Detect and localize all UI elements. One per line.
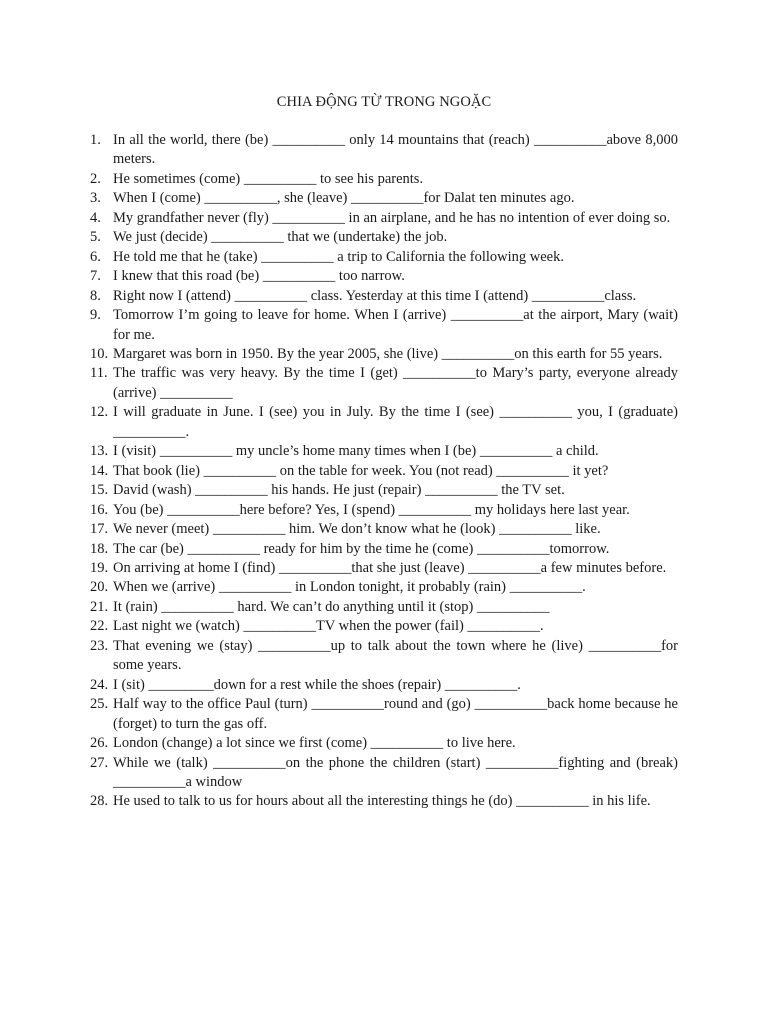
- exercise-item: [90, 403, 678, 442]
- exercise-text: Tomorrow I’m going to leave for home. When I (arrive) __________at the airport, Mary (wait) for me.: [113, 307, 678, 343]
- exercise-number: 1.: [90, 132, 101, 148]
- exercise-number: 17.: [90, 521, 109, 538]
- exercise-item: [90, 442, 678, 461]
- exercise-item: [90, 792, 678, 811]
- exercise-item: [90, 462, 678, 481]
- exercise-number: 14.: [90, 462, 109, 479]
- exercise-item: [90, 695, 678, 734]
- exercise-item: [90, 170, 678, 189]
- exercise-text: He used to talk to us for hours about all the interesting things he (do) __________ in his life.: [113, 793, 651, 810]
- exercise-number: 4.: [90, 209, 101, 226]
- exercise-number: 23.: [90, 637, 109, 654]
- exercise-number: 28.: [90, 793, 109, 810]
- exercise-text: We never (meet) __________ him. We don’t know what he (look) __________ like.: [113, 521, 601, 538]
- exercise-text: Half way to the office Paul (turn) __________round and (go) __________back home because he (forget) to turn the gas off.: [113, 696, 678, 732]
- exercise-text: We just (decide) __________ that we (undertake) the job.: [113, 229, 448, 246]
- exercise-item: [90, 209, 678, 228]
- exercise-number: 16.: [90, 501, 109, 518]
- exercise-item: [90, 228, 678, 247]
- exercise-item: [90, 481, 678, 500]
- exercise-list: [90, 131, 678, 812]
- exercise-text: He sometimes (come) __________ to see his parents.: [113, 170, 424, 187]
- exercise-number: 27.: [90, 754, 109, 771]
- exercise-number: 8.: [90, 287, 101, 304]
- exercise-text: I will graduate in June. I (see) you in July. By the time I (see) __________ you, I (graduate) __________.: [113, 404, 678, 440]
- exercise-text: When I (come) __________, she (leave) __________for Dalat ten minutes ago.: [113, 190, 575, 207]
- exercise-number: 24.: [90, 676, 109, 693]
- exercise-number: 19.: [90, 559, 109, 576]
- exercise-text: You (be) __________here before? Yes, I (spend) __________ my holidays here last year.: [113, 501, 630, 518]
- exercise-text: Right now I (attend) __________ class. Yesterday at this time I (attend) __________class.: [113, 287, 637, 304]
- exercise-text: In all the world, there (be) __________ only 14 mountains that (reach) __________above 8,000 meters.: [113, 132, 678, 168]
- exercise-number: 11.: [90, 365, 108, 382]
- exercise-text: That book (lie) __________ on the table for week. You (not read) __________ it yet?: [113, 462, 609, 479]
- exercise-item: [90, 540, 678, 559]
- exercise-number: 26.: [90, 735, 109, 752]
- exercise-number: 9.: [90, 307, 101, 324]
- exercise-number: 10.: [90, 345, 109, 362]
- exercise-item: [90, 248, 678, 267]
- exercise-text: David (wash) __________ his hands. He just (repair) __________ the TV set.: [113, 482, 565, 499]
- exercise-text: While we (talk) __________on the phone the children (start) __________fighting and (break) __________a window: [113, 754, 678, 790]
- exercise-text: The traffic was very heavy. By the time I (get) __________to Mary’s party, everyone already (arrive) __________: [113, 365, 678, 401]
- exercise-item: [90, 131, 678, 170]
- exercise-number: 12.: [90, 404, 109, 421]
- exercise-number: 3.: [90, 190, 101, 207]
- exercise-text: It (rain) __________ hard. We can’t do anything until it (stop) __________: [113, 598, 550, 615]
- exercise-item: [90, 617, 678, 636]
- exercise-item: [90, 345, 678, 364]
- exercise-text: When we (arrive) __________ in London tonight, it probably (rain) __________.: [113, 579, 586, 596]
- exercise-item: [90, 754, 678, 793]
- exercise-text: My grandfather never (fly) __________ in an airplane, and he has no intention of ever doing so.: [113, 209, 671, 226]
- exercise-number: 6.: [90, 248, 101, 265]
- exercise-item: [90, 520, 678, 539]
- exercise-item: [90, 637, 678, 676]
- exercise-text: The car (be) __________ ready for him by the time he (come) __________tomorrow.: [113, 540, 610, 557]
- exercise-text: I (sit) _________down for a rest while the shoes (repair) __________.: [113, 676, 521, 693]
- exercise-number: 18.: [90, 540, 109, 557]
- exercise-number: 5.: [90, 229, 101, 246]
- exercise-number: 25.: [90, 696, 109, 713]
- page-title: CHIA ĐỘNG TỪ TRONG NGOẶC: [276, 94, 492, 110]
- exercise-item: [90, 578, 678, 597]
- exercise-number: 21.: [90, 598, 109, 615]
- exercise-text: Margaret was born in 1950. By the year 2005, she (live) __________on this earth for 55 years.: [113, 345, 663, 362]
- exercise-number: 20.: [90, 579, 109, 596]
- exercise-item: [90, 598, 678, 617]
- exercise-number: 22.: [90, 618, 109, 635]
- exercise-item: [90, 734, 678, 753]
- exercise-item: [90, 189, 678, 208]
- exercise-item: [90, 559, 678, 578]
- exercise-item: [90, 306, 678, 345]
- exercise-number: 15.: [90, 482, 109, 499]
- exercise-text: He told me that he (take) __________ a trip to California the following week.: [113, 248, 564, 265]
- exercise-item: [90, 267, 678, 286]
- exercise-text: Last night we (watch) __________TV when the power (fail) __________.: [113, 618, 544, 635]
- exercise-item: [90, 364, 678, 403]
- exercise-text: On arriving at home I (find) __________that she just (leave) __________a few minutes before.: [113, 559, 667, 576]
- exercise-text: London (change) a lot since we first (come) __________ to live here.: [113, 735, 516, 752]
- exercise-item: [90, 501, 678, 520]
- exercise-number: 13.: [90, 443, 109, 460]
- exercise-item: [90, 287, 678, 306]
- exercise-number: 7.: [90, 268, 101, 285]
- exercise-item: [90, 676, 678, 695]
- exercise-text: That evening we (stay) __________up to talk about the town where he (live) __________for some years.: [113, 637, 678, 674]
- exercise-text: I (visit) __________ my uncle’s home many times when I (be) __________ a child.: [113, 443, 599, 460]
- exercise-number: 2.: [90, 170, 101, 187]
- exercise-text: I knew that this road (be) __________ too narrow.: [113, 268, 405, 285]
